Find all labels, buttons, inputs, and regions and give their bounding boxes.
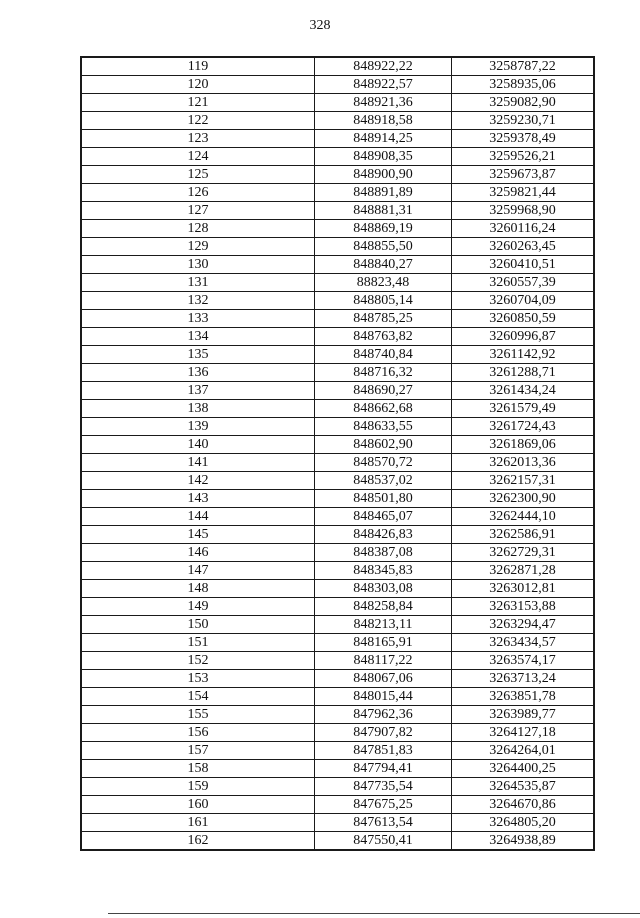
point-number-cell: 140 — [81, 436, 315, 454]
y-coordinate-cell: 3263012,81 — [452, 580, 595, 598]
point-number-cell: 133 — [81, 310, 315, 328]
y-coordinate-cell: 3264670,86 — [452, 796, 595, 814]
x-coordinate-cell: 848763,82 — [315, 328, 452, 346]
point-number-cell: 160 — [81, 796, 315, 814]
y-coordinate-cell: 3264400,25 — [452, 760, 595, 778]
point-number-cell: 138 — [81, 400, 315, 418]
point-number-cell: 146 — [81, 544, 315, 562]
y-coordinate-cell: 3262444,10 — [452, 508, 595, 526]
y-coordinate-cell: 3263574,17 — [452, 652, 595, 670]
y-coordinate-cell: 3264938,89 — [452, 832, 595, 851]
point-number-cell: 120 — [81, 76, 315, 94]
y-coordinate-cell: 3263294,47 — [452, 616, 595, 634]
x-coordinate-cell: 848900,90 — [315, 166, 452, 184]
y-coordinate-cell: 3263434,57 — [452, 634, 595, 652]
table-row — [81, 742, 594, 760]
point-number-cell: 129 — [81, 238, 315, 256]
y-coordinate-cell: 3262300,90 — [452, 490, 595, 508]
x-coordinate-cell: 848908,35 — [315, 148, 452, 166]
table-row — [81, 796, 594, 814]
table-row — [81, 238, 594, 256]
y-coordinate-cell: 3259378,49 — [452, 130, 595, 148]
point-number-cell: 156 — [81, 724, 315, 742]
x-coordinate-cell: 848213,11 — [315, 616, 452, 634]
table-row — [81, 436, 594, 454]
x-coordinate-cell: 847735,54 — [315, 778, 452, 796]
y-coordinate-cell: 3258787,22 — [452, 57, 595, 76]
x-coordinate-cell: 848570,72 — [315, 454, 452, 472]
table-row — [81, 328, 594, 346]
y-coordinate-cell: 3263713,24 — [452, 670, 595, 688]
y-coordinate-cell: 3261434,24 — [452, 382, 595, 400]
point-number-cell: 139 — [81, 418, 315, 436]
y-coordinate-cell: 3262729,31 — [452, 544, 595, 562]
point-number-cell: 145 — [81, 526, 315, 544]
table-row — [81, 544, 594, 562]
table-row — [81, 76, 594, 94]
x-coordinate-cell: 848426,83 — [315, 526, 452, 544]
table-row — [81, 598, 594, 616]
x-coordinate-cell: 847550,41 — [315, 832, 452, 851]
y-coordinate-cell: 3260850,59 — [452, 310, 595, 328]
table-row — [81, 418, 594, 436]
x-coordinate-cell: 88823,48 — [315, 274, 452, 292]
y-coordinate-cell: 3263153,88 — [452, 598, 595, 616]
x-coordinate-cell: 848716,32 — [315, 364, 452, 382]
x-coordinate-cell: 847613,54 — [315, 814, 452, 832]
x-coordinate-cell: 848922,57 — [315, 76, 452, 94]
y-coordinate-cell: 3260704,09 — [452, 292, 595, 310]
y-coordinate-cell: 3262871,28 — [452, 562, 595, 580]
x-coordinate-cell: 847794,41 — [315, 760, 452, 778]
y-coordinate-cell: 3264264,01 — [452, 742, 595, 760]
table-row — [81, 382, 594, 400]
point-number-cell: 161 — [81, 814, 315, 832]
y-coordinate-cell: 3259230,71 — [452, 112, 595, 130]
y-coordinate-cell: 3262586,91 — [452, 526, 595, 544]
table-row — [81, 634, 594, 652]
table-row — [81, 400, 594, 418]
page-bottom-edge — [108, 913, 640, 914]
table-row — [81, 670, 594, 688]
point-number-cell: 135 — [81, 346, 315, 364]
point-number-cell: 131 — [81, 274, 315, 292]
table-row — [81, 814, 594, 832]
coordinates-table-body — [81, 57, 594, 850]
x-coordinate-cell: 848690,27 — [315, 382, 452, 400]
point-number-cell: 148 — [81, 580, 315, 598]
x-coordinate-cell: 848165,91 — [315, 634, 452, 652]
x-coordinate-cell: 848501,80 — [315, 490, 452, 508]
y-coordinate-cell: 3260996,87 — [452, 328, 595, 346]
point-number-cell: 154 — [81, 688, 315, 706]
y-coordinate-cell: 3259821,44 — [452, 184, 595, 202]
point-number-cell: 150 — [81, 616, 315, 634]
table-row — [81, 454, 594, 472]
table-row — [81, 292, 594, 310]
x-coordinate-cell: 847675,25 — [315, 796, 452, 814]
x-coordinate-cell: 848067,06 — [315, 670, 452, 688]
point-number-cell: 157 — [81, 742, 315, 760]
x-coordinate-cell: 848869,19 — [315, 220, 452, 238]
x-coordinate-cell: 848662,68 — [315, 400, 452, 418]
table-row — [81, 706, 594, 724]
table-row — [81, 256, 594, 274]
x-coordinate-cell: 848891,89 — [315, 184, 452, 202]
y-coordinate-cell: 3262013,36 — [452, 454, 595, 472]
y-coordinate-cell: 3261724,43 — [452, 418, 595, 436]
table-row — [81, 148, 594, 166]
point-number-cell: 149 — [81, 598, 315, 616]
table-row — [81, 832, 594, 851]
point-number-cell: 128 — [81, 220, 315, 238]
y-coordinate-cell: 3259968,90 — [452, 202, 595, 220]
point-number-cell: 142 — [81, 472, 315, 490]
x-coordinate-cell: 848881,31 — [315, 202, 452, 220]
table-row — [81, 580, 594, 598]
table-row — [81, 130, 594, 148]
y-coordinate-cell: 3261142,92 — [452, 346, 595, 364]
x-coordinate-cell: 848537,02 — [315, 472, 452, 490]
y-coordinate-cell: 3260410,51 — [452, 256, 595, 274]
x-coordinate-cell: 848922,22 — [315, 57, 452, 76]
y-coordinate-cell: 3264805,20 — [452, 814, 595, 832]
table-row — [81, 57, 594, 76]
point-number-cell: 126 — [81, 184, 315, 202]
y-coordinate-cell: 3260263,45 — [452, 238, 595, 256]
point-number-cell: 119 — [81, 57, 315, 76]
table-row — [81, 778, 594, 796]
x-coordinate-cell: 848117,22 — [315, 652, 452, 670]
x-coordinate-cell: 848303,08 — [315, 580, 452, 598]
x-coordinate-cell: 848855,50 — [315, 238, 452, 256]
x-coordinate-cell: 847851,83 — [315, 742, 452, 760]
point-number-cell: 159 — [81, 778, 315, 796]
x-coordinate-cell: 848918,58 — [315, 112, 452, 130]
x-coordinate-cell: 848921,36 — [315, 94, 452, 112]
point-number-cell: 122 — [81, 112, 315, 130]
point-number-cell: 127 — [81, 202, 315, 220]
x-coordinate-cell: 847962,36 — [315, 706, 452, 724]
table-row — [81, 760, 594, 778]
table-row — [81, 526, 594, 544]
x-coordinate-cell: 848345,83 — [315, 562, 452, 580]
x-coordinate-cell: 848015,44 — [315, 688, 452, 706]
point-number-cell: 132 — [81, 292, 315, 310]
point-number-cell: 144 — [81, 508, 315, 526]
x-coordinate-cell: 848740,84 — [315, 346, 452, 364]
table-row — [81, 490, 594, 508]
y-coordinate-cell: 3261288,71 — [452, 364, 595, 382]
table-row — [81, 364, 594, 382]
x-coordinate-cell: 848914,25 — [315, 130, 452, 148]
y-coordinate-cell: 3264127,18 — [452, 724, 595, 742]
point-number-cell: 153 — [81, 670, 315, 688]
table-row — [81, 616, 594, 634]
point-number-cell: 147 — [81, 562, 315, 580]
x-coordinate-cell: 848465,07 — [315, 508, 452, 526]
table-row — [81, 94, 594, 112]
table-row — [81, 112, 594, 130]
point-number-cell: 137 — [81, 382, 315, 400]
x-coordinate-cell: 848258,84 — [315, 598, 452, 616]
table-row — [81, 202, 594, 220]
table-row — [81, 508, 594, 526]
point-number-cell: 141 — [81, 454, 315, 472]
y-coordinate-cell: 3259526,21 — [452, 148, 595, 166]
x-coordinate-cell: 848602,90 — [315, 436, 452, 454]
y-coordinate-cell: 3263851,78 — [452, 688, 595, 706]
x-coordinate-cell: 848805,14 — [315, 292, 452, 310]
y-coordinate-cell: 3264535,87 — [452, 778, 595, 796]
table-row — [81, 184, 594, 202]
y-coordinate-cell: 3258935,06 — [452, 76, 595, 94]
table-row — [81, 724, 594, 742]
table-row — [81, 274, 594, 292]
table-row — [81, 562, 594, 580]
y-coordinate-cell: 3259673,87 — [452, 166, 595, 184]
x-coordinate-cell: 848633,55 — [315, 418, 452, 436]
point-number-cell: 123 — [81, 130, 315, 148]
point-number-cell: 158 — [81, 760, 315, 778]
x-coordinate-cell: 848840,27 — [315, 256, 452, 274]
table-row — [81, 166, 594, 184]
table-row — [81, 310, 594, 328]
table-row — [81, 346, 594, 364]
point-number-cell: 143 — [81, 490, 315, 508]
y-coordinate-cell: 3261869,06 — [452, 436, 595, 454]
table-row — [81, 688, 594, 706]
x-coordinate-cell: 848785,25 — [315, 310, 452, 328]
point-number-cell: 130 — [81, 256, 315, 274]
point-number-cell: 152 — [81, 652, 315, 670]
y-coordinate-cell: 3260116,24 — [452, 220, 595, 238]
point-number-cell: 155 — [81, 706, 315, 724]
point-number-cell: 162 — [81, 832, 315, 851]
table-row — [81, 220, 594, 238]
point-number-cell: 124 — [81, 148, 315, 166]
point-number-cell: 125 — [81, 166, 315, 184]
point-number-cell: 136 — [81, 364, 315, 382]
y-coordinate-cell: 3260557,39 — [452, 274, 595, 292]
y-coordinate-cell: 3259082,90 — [452, 94, 595, 112]
y-coordinate-cell: 3261579,49 — [452, 400, 595, 418]
x-coordinate-cell: 847907,82 — [315, 724, 452, 742]
page-number: 328 — [309, 18, 331, 33]
table-row — [81, 472, 594, 490]
x-coordinate-cell: 848387,08 — [315, 544, 452, 562]
table-row — [81, 652, 594, 670]
point-number-cell: 151 — [81, 634, 315, 652]
y-coordinate-cell: 3262157,31 — [452, 472, 595, 490]
point-number-cell: 134 — [81, 328, 315, 346]
coordinates-table — [80, 56, 595, 851]
point-number-cell: 121 — [81, 94, 315, 112]
y-coordinate-cell: 3263989,77 — [452, 706, 595, 724]
